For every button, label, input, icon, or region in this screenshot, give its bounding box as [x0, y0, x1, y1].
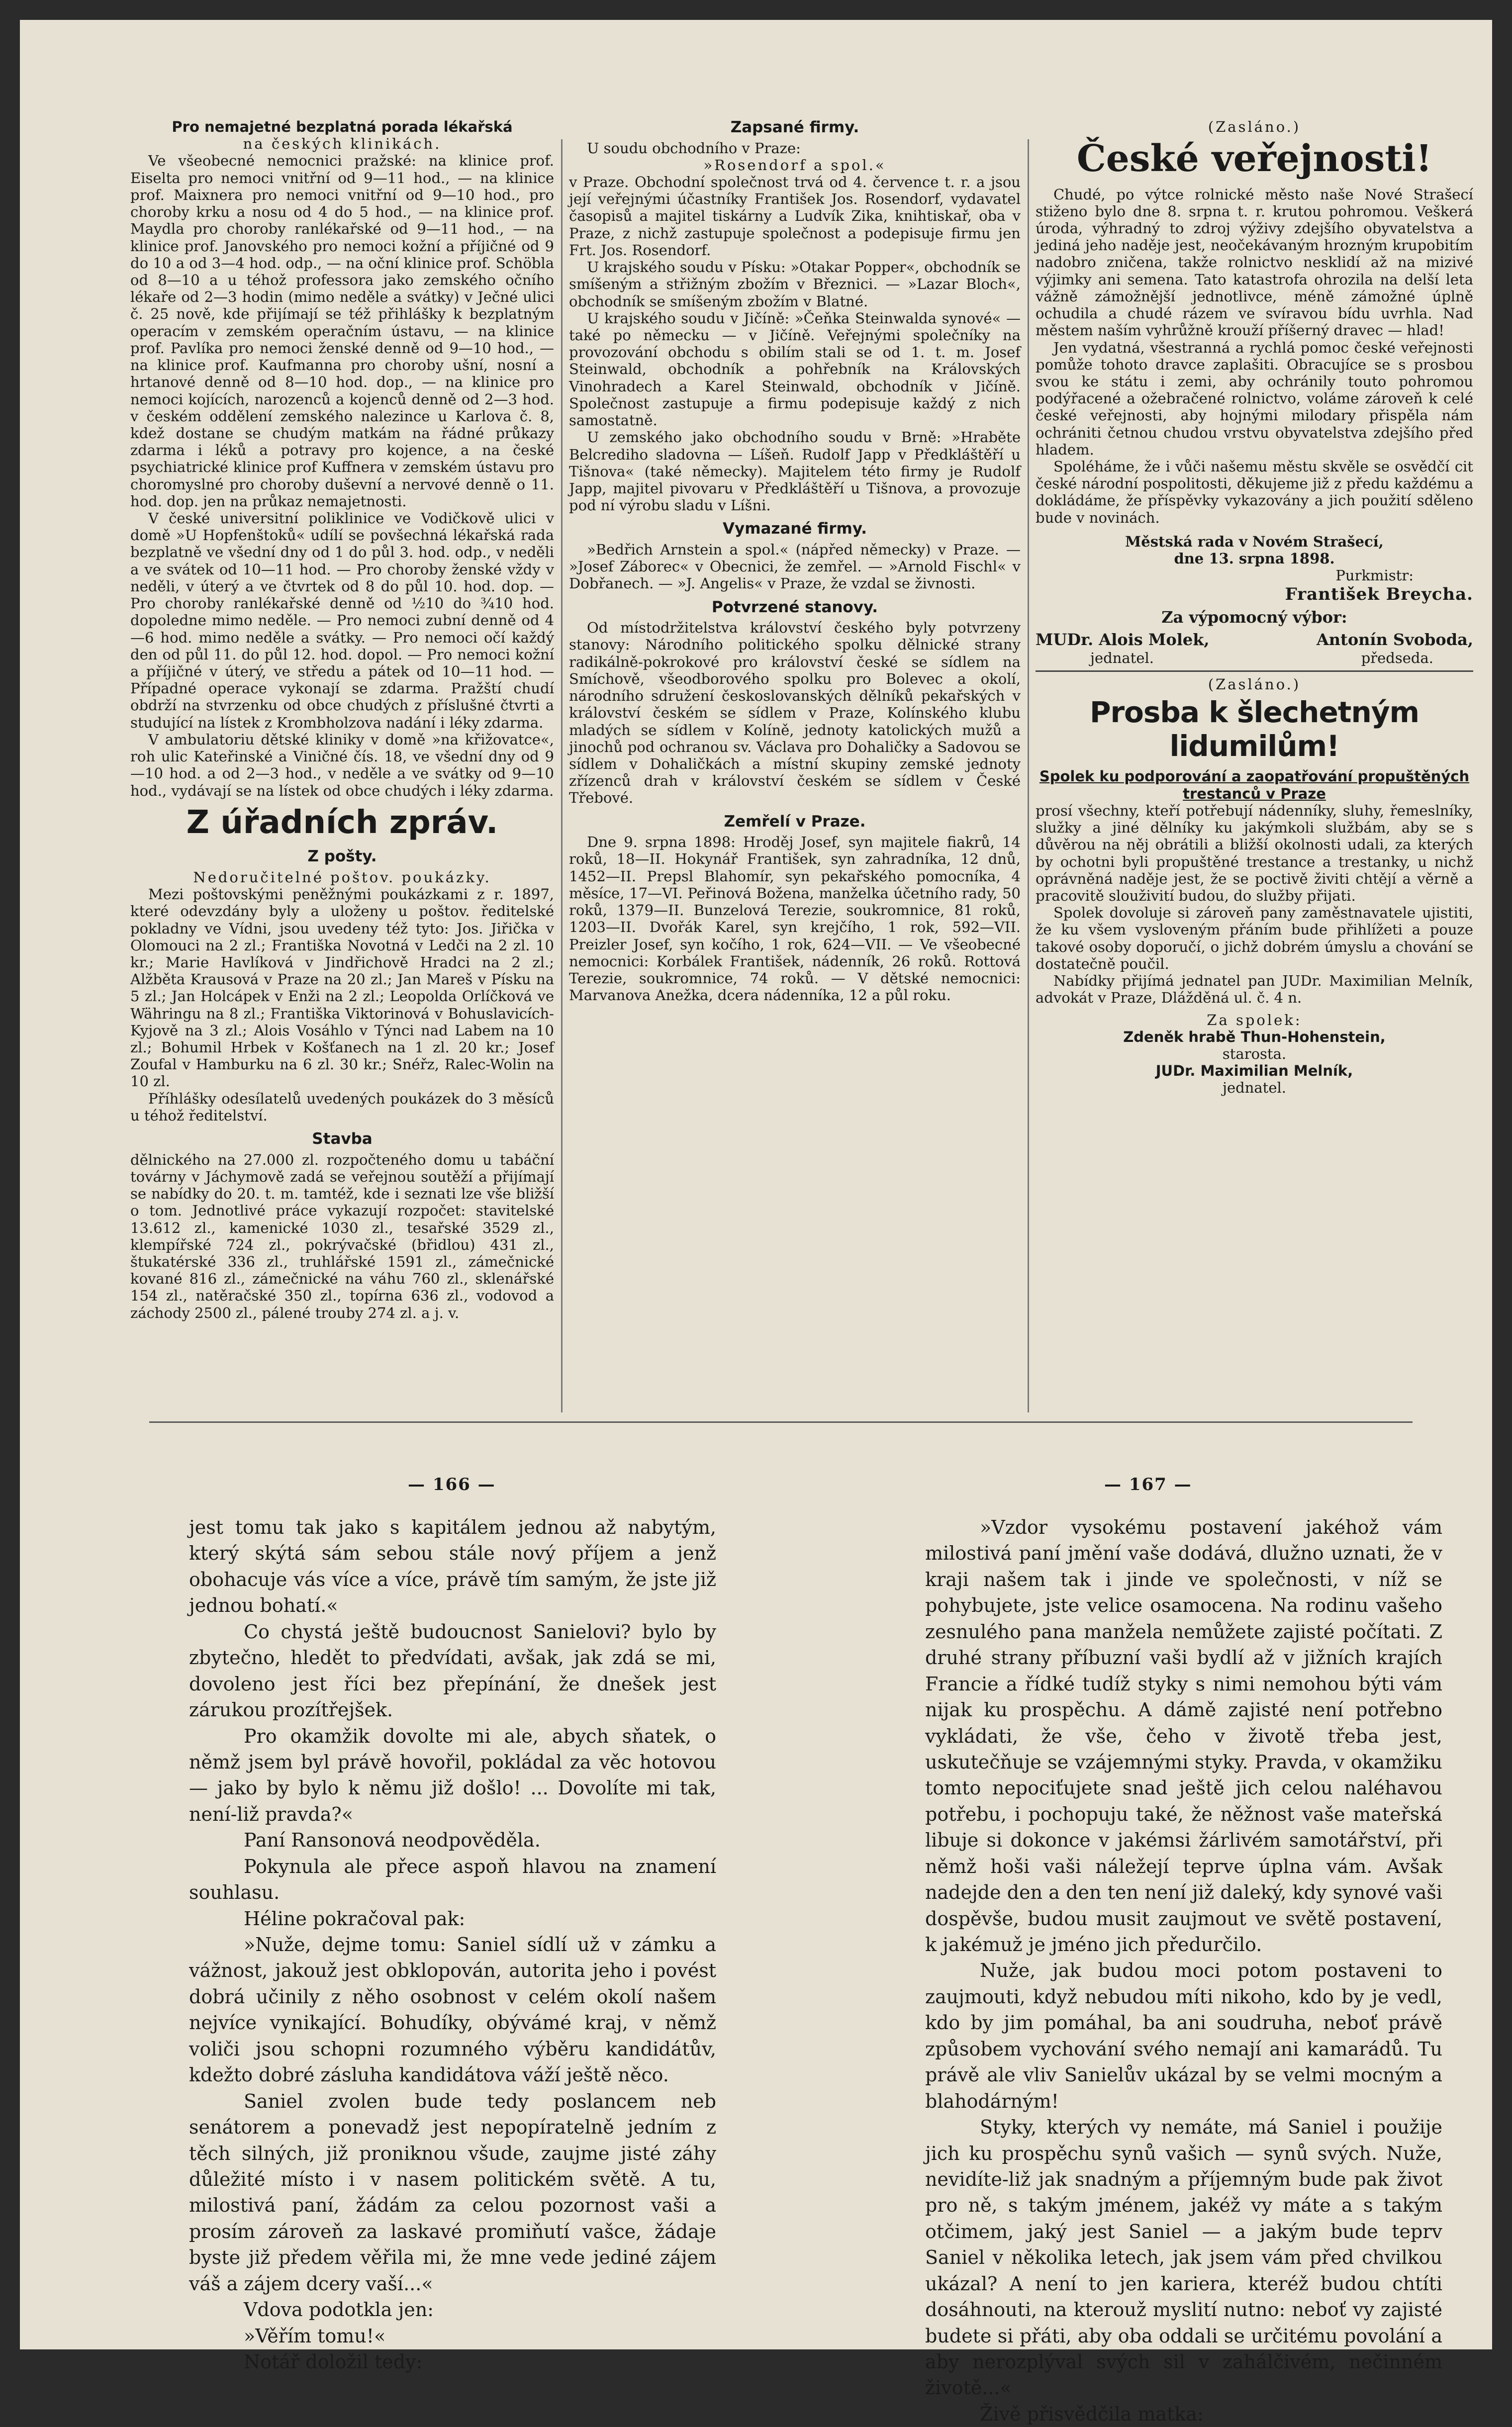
registered-firms-heading: Zapsané firmy.: [730, 118, 859, 136]
page-number-right: — 167 —: [1104, 1475, 1192, 1494]
confirmed-statutes-text: Od místodržitelstva království českého byly potvrzeny stanovy: Národního politického spolku dělnické strany radikálně-pokrokové pro království české se sídlem na Smíchově, všeodborového spolku pro Bolevec a okolí, národního sdružení českoslovanských dělníků pekařských v království českém se sídlem v Praze, Kolínského klubu mladých se sídlem v Kolíně, jednoty katolických mužů a jinochů pod ochranou sv. Václava pro Dohaličky a Sadovou se sídlem v Dohaličkách a místní skupiny zemské jednoty zřízenců drah v království českém se sídlem v České Třebové.: [569, 619, 1021, 807]
post-heading: Z pošty.: [307, 847, 377, 866]
polyclinic-text: V české universitní poliklinice ve Vodičkově ulici v domě »U Hopfenštoků« udílí se povšechná lékařská rada bezplatně ve všední dny od 1 do půl 3. hod. odp., v neděli a ve svátek od 10—11 hod. — Pro choroby ženské vždy v neděli, v úterý a ve čtvrtek od 8 do půl 10. hod. dop. — Pro choroby ranlékařské denně od ½10 do ¾10 hod. dopoledne mimo neděle. — Pro nemoci zubní denně od 4—6 hod. mimo neděle a svátky. — Pro nemoci očí každý den od půl 11. do půl 12. hod. dopol. — Pro nemoci kožní a příjičné v úterý, ve středu a pátek od 10—11 hod. — Případné operace vykonají se zdarma. Pražští chudí obdrží na stvrzenku od obce chudých z příslušné čtvrti a studující na lístek z Krombholzova nadání i léky zdarma.: [130, 510, 554, 731]
novel-paragraph: Paní Ransonová neodpověděla.: [244, 1829, 541, 1852]
appeal-title: České veřejnosti!: [1076, 137, 1432, 181]
novel-paragraph: Saniel zvolen bude tedy poslancem neb senátorem a ponevadž jest nepopíratelně jedním z těch silných, již proniknou všude, zaujme jisté záhy důležité místo i v nasem politickém světě. A tu, milostivá paní, žádám za celou pozornost vaši a prosím zároveň za laskavé promiňutí vašce, žádaje byste již předem věřila mi, že mne vede jediné zájem váš a zájem dcery vaší...«: [189, 2090, 716, 2295]
society-signature-label: Za spolek:: [1207, 1011, 1302, 1028]
section-title-official-news: Z úřadních zpráv.: [186, 804, 498, 841]
novel-paragraph: jest tomu tak jako s kapitálem jednou až nabytým, který skýtá sám sebou stále nový příjem a jenž obohacuje vás více a více, právě tím samým, že jste již jednou bohatí.«: [189, 1516, 716, 1617]
deceased-heading: Zemřelí v Praze.: [724, 812, 866, 831]
column-1: [130, 118, 554, 1421]
registered-firms-lead: U soudu obchodního v Praze:: [587, 139, 801, 157]
novel-paragraph: Pro okamžik dovolte mi ale, abych sňatek, o němž jsem byl právě hovořil, pokládal za věc hotovou — jako by bylo k němu již došlo! ... Dovolíte mi tak, není-liž pravda?«: [189, 1725, 716, 1825]
column-3: [1036, 118, 1473, 1421]
novel-left-column: [189, 1514, 716, 2373]
construction-text: dělnického na 27.000 zl. rozpočteného domu u tabáční továrny v Jáchymově zadá se veřejnou soutěží a přijímají se nabídky do 20. t. m. tamtéž, kde i seznati lze vše bližší o tom. Jednotlivé práce vykazují rozpočet: stavitelské 13.612 zl., kamenické 1030 zl., tesařské 3529 zl., klempířské 724 zl., pokrývačské (břidlou) 431 zl., štukatérské 336 zl., truhlářské 1591 zl., zámečnické kované 816 zl., zámečnické na váhu 760 zl., sklenářské 154 zl., natěračské 350 zl., topírna 636 zl., vodovod a záchody 2500 zl., pálené trouby 274 zl. a j. v.: [130, 1151, 554, 1321]
appeal-text: Spoléháme, že i vůči našemu městu skvěle se osvědčí cit české národní pospolitosti, děkujeme již z předu každému a dokládáme, že příspěvky vykazovány a jich použití sděleno bude v novinách.: [1036, 458, 1473, 526]
horizontal-rule: [149, 1421, 1413, 1423]
novel-right-column: [925, 1514, 1442, 2425]
post-text: Mezi poštovskými peněžnými poukázkami z r. 1897, které odevzdány byly a uloženy u poštov. ředitelské pokladny ve Vídni, jsou uvedeny též tyto: Jos. Jiřička v Olomouci na 2 zl.; Františka Novotná v Ledči na 2 zl. 10 kr.; Marie Havlíková v Jindřichově Hradci na 2 zl.; Alžběta Krausová v Praze na 20 zl.; Jan Mareš v Písku na 5 zl.; Jan Holcápek v Enži na 2 zl.; Leopolda Orlíčková ve Währingu na 8 zl.; Františka Viktorinová v Bohuslavicích-Kyjově na 3 zl.; Alois Vosáhlo v Týnci nad Labem na 10 zl.; Bohumil Hrbek v Košťanech na 1 zl. 20 kr.; Josef Zoufal v Hamburku na 6 zl. 30 kr.; Snéřz, Ralec-Wolin na 10 zl.: [130, 886, 554, 1090]
mayor-label: Purkmistr:: [1335, 567, 1414, 584]
post-subheading: Nedoručitelné poštov. poukázky.: [193, 868, 491, 886]
committee-label: Za výpomocný výbor:: [1161, 607, 1347, 627]
novel-paragraph: »Věřím tomu!«: [244, 2325, 386, 2347]
registered-firms-text: v Praze. Obchodní společnost trvá od 4. července t. r. a jsou její veřejnými účastníky František Jos. Rosendorf, vydavatel časopisů a majitel tiskárny a Ludvík Zika, knihtiskař, oba v Praze, z nichž zastupuje společnost a podepisuje firmu jen Frt. Jos. Rosendorf.: [569, 174, 1021, 259]
registered-firms-text: U krajského soudu v Jičíně: »Čeňka Steinwalda synové« — také po německu — v Jičíně. Veřejnými společníky na provozování obchodu s obilím stali se od 1. t. m. Josef Steinwald, obchodník a pohřebník na Královských Vinohradech a Karel Steinwald, obchodník v Jičíně. Společnost zastupuje a firmu podepisuje každý z nich samostatně.: [569, 309, 1021, 429]
novel-paragraph: Héline pokračoval pak:: [244, 1907, 466, 1930]
registered-firms-text: U krajského soudu v Písku: »Otakar Popper«, obchodník se smíšeným a střižným zbožím v Březnici. — »Lazar Bloch«, obchodník se smíšeným zbožím v Blatné.: [569, 259, 1021, 310]
society-secretary: JUDr. Maximilian Melník,: [1155, 1062, 1353, 1080]
committee-roles: [1036, 650, 1473, 672]
page-number-left: — 166 —: [408, 1475, 496, 1494]
mayor-name: František Breycha.: [1285, 584, 1473, 604]
post-note: Příhlášky odesílatelů uvedených poukázek do 3 měsíců u téhož ředitelství.: [130, 1090, 554, 1124]
column-divider: [561, 139, 563, 1412]
society-chairman: Zdeněk hrabě Thun-Hohenstein,: [1123, 1028, 1386, 1045]
deceased-text: Dne 9. srpna 1898: Hroděj Josef, syn majitele fiakrů, 14 roků, 18—II. Hokynář František, syn zahradníka, 12 dnů, 1452—II. Prepsl Blahomír, syn pekařského pomocníka, 4 měsíce, 17—VI. Peřinová Božena, manželka účetního rady, 50 roků, 1379—II. Bunzelová Terezie, soukromnice, 81 roků, 1203—II. Dvořák Karel, syn krejčího, 1 rok, 592—VII. Preizler Josef, syn kočího, 1 rok, 624—VII. — Ve všeobecné nemocnici: Korbálek František, nádenník, 26 roků. Rottová Terezie, soukromnice, 74 roků. — V dětské nemocnici: Marvanova Anežka, dcera nádenníka, 12 a půl roku.: [569, 834, 1021, 1004]
deleted-firms-text: »Bedřich Arnstein a spol.« (nápřed německy) v Praze. — »Josef Záborec« v Obecnici, že zemřel. — »Arnold Fischl« v Dobřanech. — »J. Angelis« v Praze, že vzdal se živnosti.: [569, 541, 1021, 592]
society-title: Spolek ku podporování a zaopatřování propuštěných trestanců v Praze: [1039, 768, 1470, 802]
ambulatorium-text: V ambulatoriu dětské kliniky v domě »na křižovatce«, roh ulic Kateřinské a Viničné čís. 18, ve všední dny od 9—10 hod. a od 2—3 hod., v neděle a ve svátky od 9—10 hod., vydávají se na lístek od obce chudých i léky zdarma.: [130, 731, 554, 799]
column-divider: [1028, 139, 1029, 1412]
newspaper-page: [20, 20, 1492, 2425]
novel-paragraph: Živě přisvědčila matka:: [980, 2403, 1204, 2425]
clinic-text: Ve všeobecné nemocnici pražské: na klinice prof. Eiselta pro nemoci vnitřní od 9—11 hod., — na klinice prof. Maixnera pro nemoci vnitřní od 9—10 hod., pro choroby krku a nosu od 4 do 5 hod., — na klinice prof. Maydla pro choroby ranlékařské od 9—11 hod., — na klinice prof. Janovského pro nemoci kožní a příjičné od 9 do 10 a od 3—4 hod. odp., — na oční klinice prof. Schöbla od 8—10 a u téhož professora jako zemského očního lékaře od 2—3 hodin (mimo neděle a svátky) v Ječné ulici č. 25 nově, kde přijímají se též přihlášky k bezplatným operacím v zemském operačním ústavu, — na klinice prof. Pavlíka pro nemoci ženské denně od 9—10 hod., — na klinice prof. Kaufmanna pro choroby ušní, nosní a hrtanové denně od 8—10 hod. dop., — na klinice pro nemoci kojících, narozenců a kojenců denně od 2—3 hod. v českém oddělení zemského nalezince u Karlova č. 8, kdež dostane se chudým matkám na řádné průkazy zdarma i léků a potravy pro kojence, a na české psychiatrické klinice prof Kuffnera v zemském ústavu pro choromyslné pro choroby duševní a nervové denně o 11. hod. dop. jen na průkaz nemajetnosti.: [130, 152, 554, 510]
column-2: [569, 118, 1021, 1421]
committee-member: Antonín Svoboda,: [1316, 630, 1473, 650]
society-secretary-role: jednatel.: [1223, 1079, 1286, 1097]
novel-paragraph: »Nuže, dejme tomu: Saniel sídlí už v zámku a vážnost, jakouž jest obklopován, autorita jeho i povést dobrá učinily z něho osobnost v celém okolí našem nejvíce vynikající. Bohudíky, obývámé kraj, v němž voliči jsou schopni rozumného výběru kandidátův, kdežto dobré zásluha kandidátova váží ještě něco.: [189, 1934, 716, 2086]
society-text: Spolek dovoluje si zároveň pany zaměstnavatele ujistiti, že ku všem vysloveným přáním bude přihlížeti a pouze takové osoby doporučí, o jichž dobrém úmyslu a chování se dostatečně poučil.: [1036, 904, 1473, 972]
registered-firm-name: »Rosendorf a spol.«: [703, 156, 886, 174]
committee-member: MUDr. Alois Molek,: [1036, 630, 1210, 650]
appeal-date: dne 13. srpna 1898.: [1174, 550, 1335, 567]
novel-paragraph: Co chystá ještě budoucnost Sanielovi? bylo by zbytečno, hledět to předvídati, avšak, jak zdá se mi, dovoleno jest říci bez přepínání, že dnešek jest zárukou prozítřejšek.: [189, 1620, 716, 1721]
novel-paragraph: Styky, kterých vy nemáte, má Saniel i použije jich ku prospěchu synů vašich — synů svých. Nuže, nevidíte-liž jak snadným a příjemným bude pak život pro ně, s takým jménem, jakéž vy máte a s takým otčimem, jaký jest Saniel — a jakým bude teprv Saniel v několika letech, jak jsem vám před chvilkou ukázal? A není to jen kariera, kteréž budou chtíti dosáhnouti, na kterouž myslití nutno: neboť vy zajisté budete si přáti, aby oba oddali se určitému povolání a aby nerozplýval svých sil v zahálčivém, nečinném životě...«: [925, 2116, 1442, 2399]
novel-paragraph: »Vzdor vysokému postavení jakéhož vám milostivá paní jmění vaše dodává, dlužno uznati, že v kraji našem tak i jinde ve společnosti, v níž se pohybujete, jste velice osamocena. Na rodinu vašeho zesnulého pana manžela nemůžete zajisté počítati. Z druhé strany příbuzní vaši bydlí až v jižních krajích Francie a řídké tudíž styky s nimi nemohou býti vám nijak ku prospěchu. A dámě zajisté není potřebno vykládati, že vše, čeho v životě třeba jest, uskutečňuje se vzájemnými styky. Pravda, v okamžiku tomto nepociťujete snad ještě jich celou naléhavou potřebu, i pochopuju také, že něžnost vaše mateřská libuje si dokonce v jakémsi žárlivém samotářství, při němž hoši vaši náležejí teprve úplna vám. Avšak nadejde den a den ten není již daleký, kdy synové vaši dospěvše, budou musit zaujmout ve světě postavení, k jakémuž je jméno jich předurčilo.: [925, 1516, 1442, 1956]
sent-in-label: (Zasláno.): [1208, 676, 1301, 693]
clinic-subheading: na českých klinikách.: [243, 135, 442, 153]
novel-paragraph: Nuže, jak budou moci potom postaveni to zaujmouti, když nebudou míti nikoho, kdo by je vedl, kdo by jim pomáhal, ba ani soudruha, neboť právě způsobem vychování svého nemají ani kamarádů. Tu právě ale vliv Sanielův ukázal by se velmi mocným a blahodárným!: [925, 1960, 1442, 2112]
society-chairman-role: starosta.: [1222, 1045, 1287, 1062]
appeal-text: Jen vydatná, všestranná a rychlá pomoc české veřejnosti pomůže tohoto dravce zaplašiti. Obracujíce se s prosbou svou ke státu i zemi, aby ochránily touto pohromou podýřacené a ožebračené rolnictvo, voláme zároveň k celé české veřejnosti, aby hojnými milodary přispěla nám ochrániti četnou chudou vrstvu obyvatelstva zdejšího před hladem.: [1036, 339, 1473, 458]
novel-paragraph: Vdova podotkla jen:: [244, 2299, 434, 2321]
plea-title: Prosba k šlechetným lidumilům!: [1089, 695, 1419, 763]
novel-paragraph: Notář doložil tedy:: [244, 2351, 423, 2373]
deleted-firms-heading: Vymazané firmy.: [723, 520, 867, 538]
clinic-heading: Pro nemajetné bezplatná porada lékařská: [172, 118, 513, 135]
novel-paragraph: Pokynula ale přece aspoň hlavou na znamení souhlasu.: [189, 1855, 716, 1904]
sent-in-label: (Zasláno.): [1208, 118, 1301, 135]
construction-heading: Stavba: [312, 1130, 373, 1148]
committee-signatures: [1036, 631, 1473, 650]
appeal-place: Městská rada v Novém Strašecí,: [1125, 533, 1384, 550]
committee-role: předseda.: [1361, 650, 1433, 667]
appeal-text: Chudé, po výtce rolnické město naše Nové Strašecí stiženo bylo dne 8. srpna t. r. krutou pohromou. Veškerá úroda, výhradný to zdroj výživy zdejšího obyvatelstva a jediná jeho naděje jest, neočekávaným hrozným krupobitím nadobro zničena, takže rolnictvo nesklidí až na mizivé výjimky ani semena. Tato katastrofa ohrozila na delší leta vážně zámožnější jednotlivce, méně zámožné úplně ochudila a chudé rázem ve svíravou bídu uvrhla. Nad městem naším vyhrůžně krouží příšerný dravec — hlad!: [1036, 186, 1473, 339]
confirmed-statutes-heading: Potvrzené stanovy.: [711, 598, 878, 616]
society-text: Nabídky přijímá jednatel pan JUDr. Maximilian Melník, advokát v Praze, Dlážděná ul. č. 4 n.: [1036, 972, 1473, 1007]
society-text: prosí všechny, kteří potřebují nádenníky, sluhy, řemeslníky, služky a jiné dělníky ku jakýmkoli službám, aby se s důvěrou na něj obrátili a bližší okolnosti udali, za kterých by ochotni byli propuštěné trestance a trestanky, u nichž oprávněná naděje jest, že se poctivě živiti chtějí a věrně a pracovitě slouživití budou, do služby přijati.: [1036, 802, 1473, 905]
committee-role: jednatel.: [1090, 650, 1154, 667]
registered-firms-text: U zemského jako obchodního soudu v Brně: »Hraběte Belcrediho sladovna — Líšeň. Rudolf Japp v Předkláštěří u Tišnova« (také německy). Majitelem této firmy je Rudolf Japp, majitel pivovaru v Předkláštěří u Tišnova, a provozuje pod ní výrobu sladu v Líšni.: [569, 429, 1021, 514]
